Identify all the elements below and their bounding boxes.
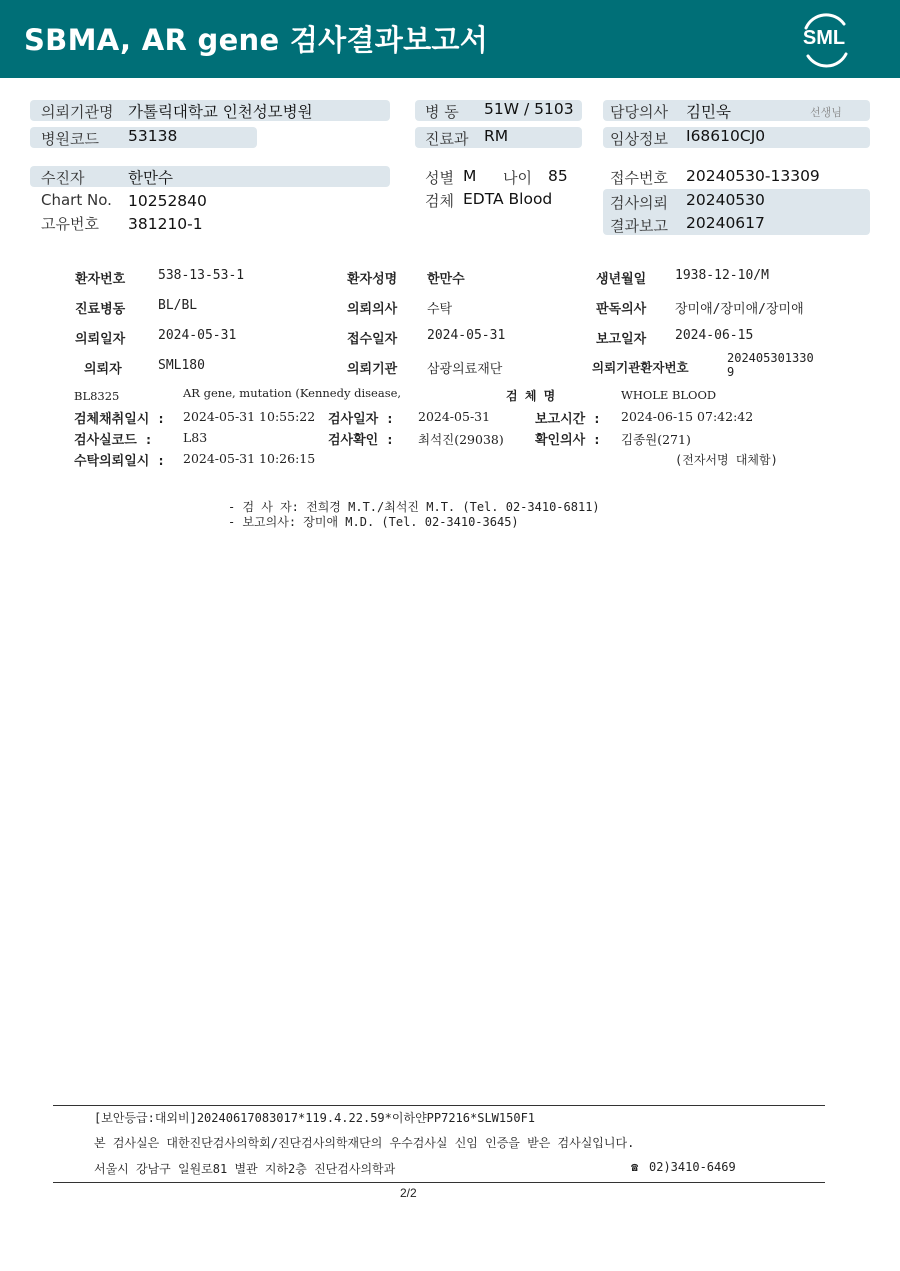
requester-value: SML180: [158, 358, 205, 373]
report-title: SBMA, AR gene 검사결과보고서: [24, 23, 489, 57]
department-value: RM: [484, 127, 509, 145]
test-specimen-value: WHOLE BLOOD: [621, 388, 717, 402]
signer-line-1: - 검 사 자: 전희경 M.T./최석진 M.T. (Tel. 02-3410-6811): [228, 500, 600, 514]
treat-ward-label: 진료병동: [75, 302, 126, 317]
unique-no-value: 381210-1: [128, 215, 203, 233]
examinee-value: 한만수: [128, 169, 173, 187]
rep-date-value: 2024-06-15: [675, 328, 754, 343]
confirm-label: 검사확인 :: [328, 433, 394, 448]
chart-no-label: Chart No.: [41, 191, 112, 209]
req-doctor-label: 의뢰의사: [347, 302, 398, 317]
specimen-value: EDTA Blood: [463, 190, 553, 208]
clinical-info-label: 임상정보: [610, 130, 668, 148]
room-code-label: 검사실코드 :: [74, 433, 153, 448]
unique-no-label: 고유번호: [41, 215, 99, 233]
test-specimen-label: 검 체 명: [506, 389, 556, 403]
footer-security: [보안등급:대외비]20240617083017*119.4.22.59*이하얀PP7216*SLW150F1: [94, 1111, 536, 1125]
room-code-value: L83: [183, 430, 208, 445]
report-date-value: 20240617: [686, 214, 765, 232]
birth-value: 1938-12-10/M: [675, 268, 769, 283]
specimen-label: 검체: [425, 192, 454, 210]
birth-label: 생년월일: [596, 272, 647, 287]
signer-line-2: - 보고의사: 장미애 M.D. (Tel. 02-3410-3645): [228, 515, 519, 529]
logo-text: SML: [802, 27, 846, 49]
ward-value: 51W / 5103: [484, 100, 574, 118]
footer-bottom-rule: [53, 1182, 825, 1183]
receipt-no-value: 20240530-13309: [686, 167, 820, 185]
age-label: 나이: [503, 169, 532, 187]
footer-cert: 본 검사실은 대한진단검사의학회/진단검사의학재단의 우수검사실 신임 인증을 받은 검사실입니다.: [94, 1136, 635, 1150]
receipt-no-label: 접수번호: [610, 169, 668, 187]
hospital-code-value: 53138: [128, 127, 178, 145]
consign-value: 2024-05-31 10:26:15: [183, 451, 316, 466]
sex-label: 성별: [425, 169, 454, 187]
institution-value: 가톨릭대학교 인천성모병원: [128, 103, 313, 121]
collect-value: 2024-05-31 10:55:22: [183, 409, 316, 424]
rep-date-label: 보고일자: [596, 332, 647, 347]
request-date-value: 20240530: [686, 191, 765, 209]
sml-logo: [796, 12, 856, 68]
doctor-label: 담당의사: [610, 103, 668, 121]
examinee-label: 수진자: [41, 169, 85, 187]
req-date-label: 의뢰일자: [75, 332, 126, 347]
report-time-value: 2024-06-15 07:42:42: [621, 409, 754, 424]
footer-phone: 02)3410-6469: [649, 1160, 736, 1174]
patient-no-label: 환자번호: [75, 272, 126, 287]
report-time-label: 보고시간 :: [535, 412, 601, 427]
test-name: AR gene, mutation (Kennedy disease,: [183, 386, 402, 400]
doctor-suffix: 선생님: [810, 106, 842, 119]
req-inst-pno-value1: 202405301330: [727, 351, 814, 365]
reading-doctor-label: 판독의사: [596, 302, 647, 317]
req-date-value: 2024-05-31: [158, 328, 237, 343]
age-value: 85: [548, 167, 568, 185]
footer-top-rule: [53, 1105, 825, 1106]
confirm-doctor-label: 확인의사 :: [535, 433, 601, 448]
requester-label: 의뢰자: [84, 362, 122, 377]
req-inst-value: 삼광의료재단: [427, 362, 503, 377]
req-inst-pno-label: 의뢰기관환자번호: [592, 360, 689, 375]
clinical-info-value: I68610CJ0: [686, 127, 766, 145]
report-date-label: 결과보고: [610, 217, 668, 235]
department-label: 진료과: [425, 130, 469, 148]
test-date-label: 검사일자 :: [328, 412, 394, 427]
req-inst-pno-value2: 9: [727, 365, 735, 379]
patient-no-value: 538-13-53-1: [158, 268, 245, 283]
patient-name-label: 환자성명: [347, 272, 398, 287]
confirm-doctor-value: 김종원(271): [621, 432, 691, 447]
ward-label: 병 동: [425, 103, 459, 121]
collect-label: 검체채취일시 :: [74, 412, 166, 427]
esign-note: (전자서명 대체함): [675, 453, 778, 467]
phone-icon: ☎: [631, 1160, 639, 1174]
hospital-code-label: 병원코드: [41, 130, 99, 148]
consign-label: 수탁의뢰일시 :: [74, 454, 166, 469]
institution-label: 의뢰기관명: [41, 103, 114, 121]
footer-address: 서울시 강남구 일원로81 별관 지하2층 진단검사의학과: [94, 1162, 396, 1176]
treat-ward-value: BL/BL: [158, 298, 198, 313]
doctor-value: 김민욱: [686, 103, 731, 121]
request-date-label: 검사의뢰: [610, 194, 668, 212]
recv-date-label: 접수일자: [347, 332, 398, 347]
sex-value: M: [463, 167, 477, 185]
page-number: 2/2: [400, 1186, 417, 1200]
confirm-value: 최석진(29038): [418, 432, 504, 447]
reading-doctor-value: 장미애/장미애/장미애: [675, 302, 804, 317]
test-date-value: 2024-05-31: [418, 409, 491, 424]
patient-name-value: 한만수: [427, 272, 465, 287]
req-doctor-value: 수탁: [427, 302, 453, 317]
req-inst-label: 의뢰기관: [347, 362, 398, 377]
test-code: BL8325: [74, 389, 120, 403]
report-header: [0, 0, 900, 78]
chart-no-value: 10252840: [128, 192, 207, 210]
recv-date-value: 2024-05-31: [427, 328, 506, 343]
